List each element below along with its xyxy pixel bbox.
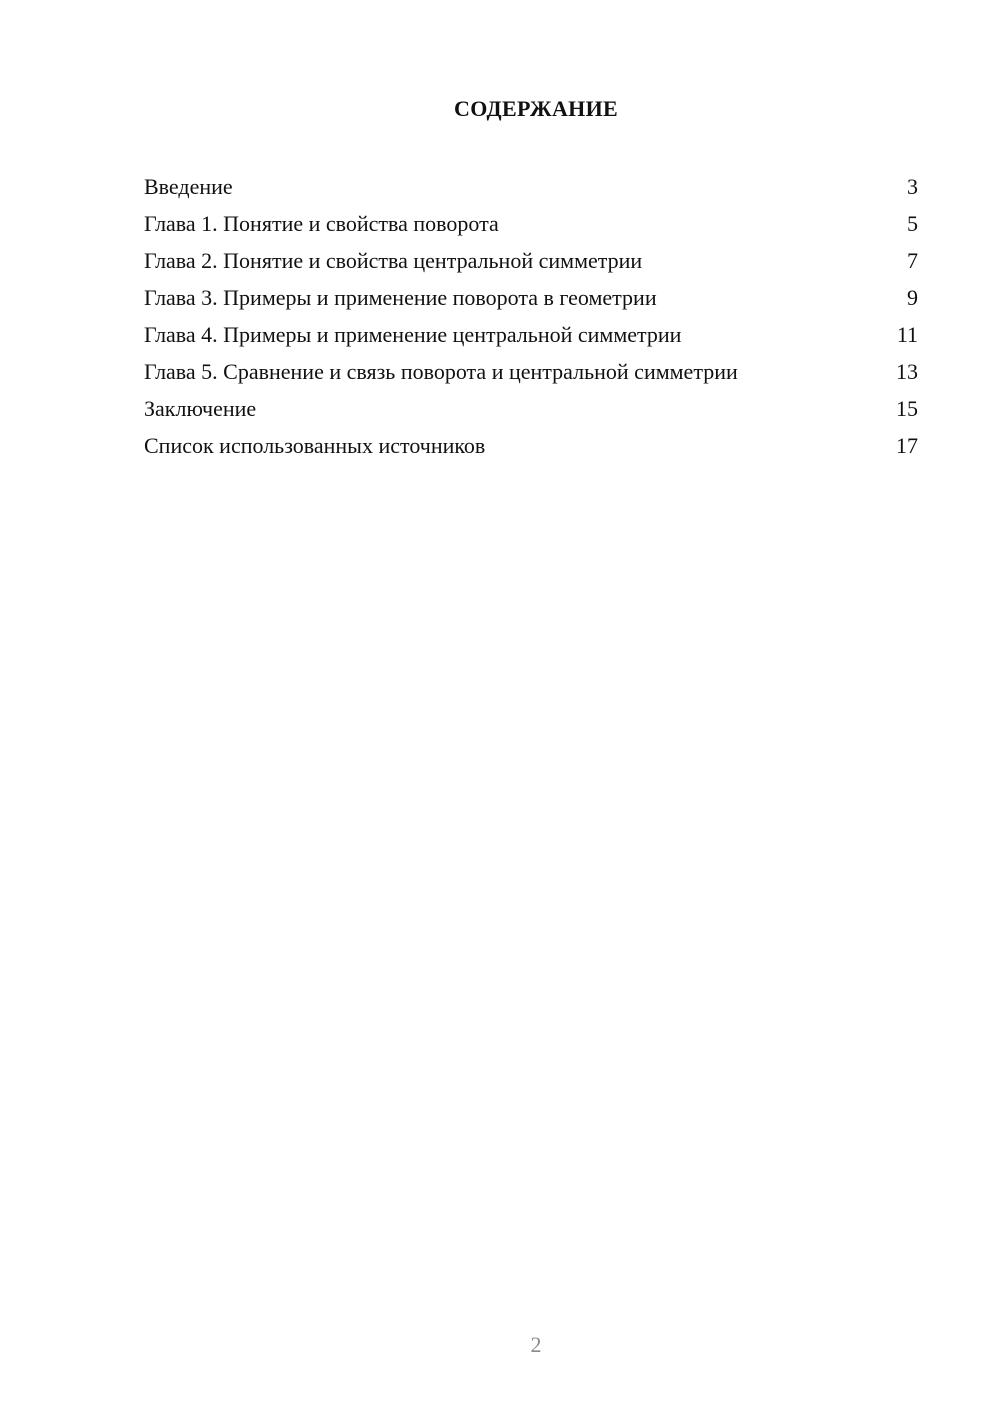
toc-entry-title: Глава 1. Понятие и свойства поворота xyxy=(144,211,499,236)
toc-entry-title: Глава 4. Примеры и применение центральной симметрии xyxy=(144,322,682,347)
table-of-contents xyxy=(144,168,918,464)
toc-entry-introduction[interactable] xyxy=(144,168,918,205)
toc-entry-conclusion[interactable] xyxy=(144,390,918,427)
toc-entry-page: 15 xyxy=(896,396,918,421)
toc-entry-title: Заключение xyxy=(144,396,257,421)
toc-entry-title: Введение xyxy=(144,174,233,199)
toc-entry-page: 5 xyxy=(907,211,918,236)
toc-entry-title: Глава 3. Примеры и применение поворота в геометрии xyxy=(144,285,657,310)
toc-entry-title: Глава 5. Сравнение и связь поворота и центральной симметрии xyxy=(144,359,738,384)
toc-entry-chapter-5[interactable] xyxy=(144,353,918,390)
toc-entry-page: 3 xyxy=(907,174,918,199)
toc-entry-chapter-2[interactable] xyxy=(144,242,918,279)
page-number: 2 xyxy=(530,1332,542,1357)
toc-entry-page: 9 xyxy=(907,285,918,310)
toc-entry-page: 17 xyxy=(896,433,918,458)
toc-entry-page: 13 xyxy=(896,359,918,384)
toc-entry-title: Глава 2. Понятие и свойства центральной симметрии xyxy=(144,248,643,273)
toc-entry-page: 11 xyxy=(896,322,918,347)
toc-entry-references[interactable] xyxy=(144,427,918,464)
toc-entry-chapter-4[interactable] xyxy=(144,316,918,353)
toc-entry-chapter-3[interactable] xyxy=(144,279,918,316)
toc-entry-chapter-1[interactable] xyxy=(144,205,918,242)
toc-entry-title: Список использованных источников xyxy=(144,433,486,458)
toc-title: СОДЕРЖАНИЕ xyxy=(454,96,618,121)
toc-entry-page: 7 xyxy=(907,248,918,273)
